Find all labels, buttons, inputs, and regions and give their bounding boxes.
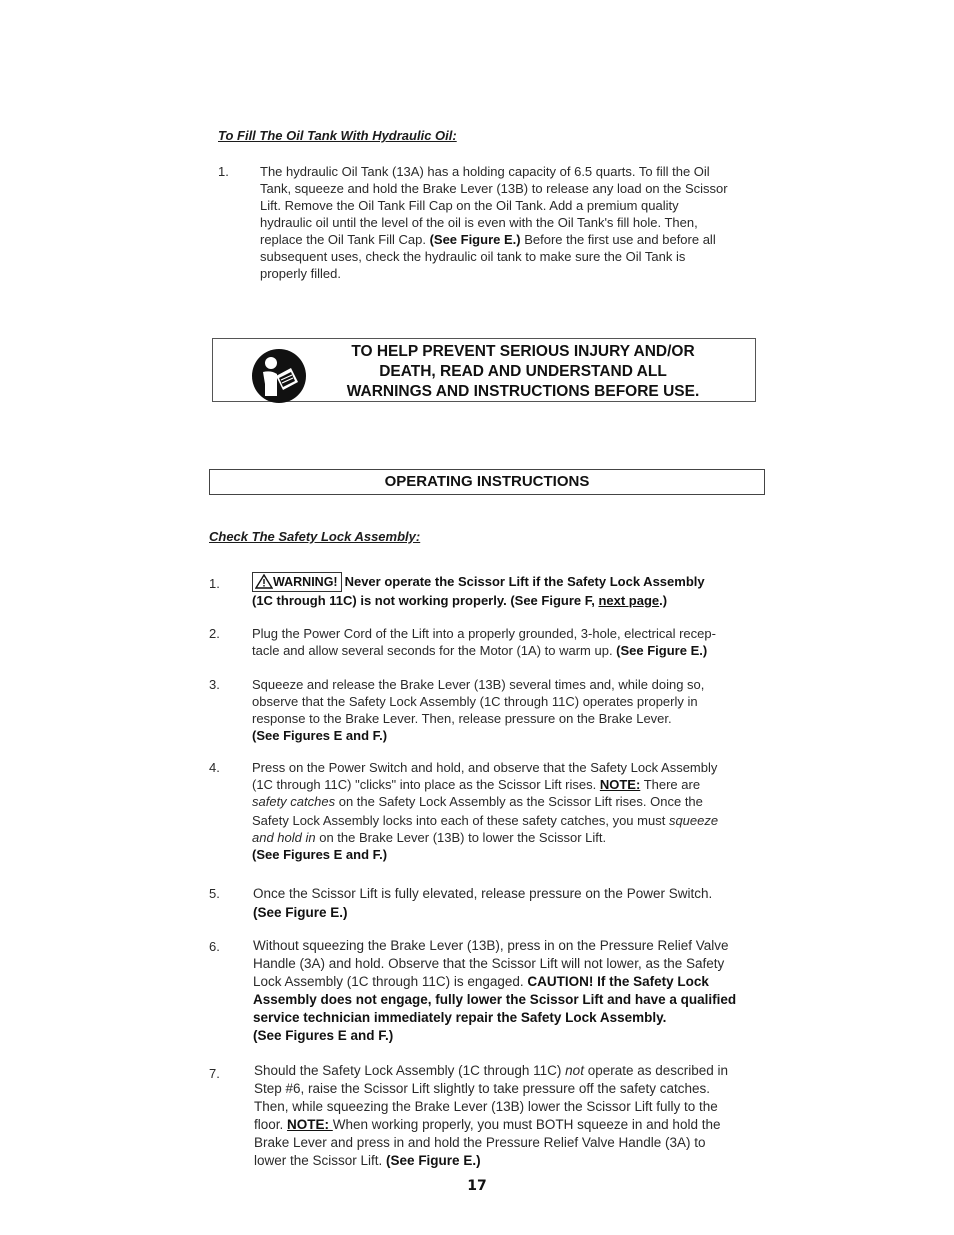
text-line: Handle (3A) and hold. Observe that the Scissor Lift will not lower, as the Safety bbox=[253, 956, 725, 971]
text-line: observe that the Safety Lock Assembly (1C through 11C) operates properly in bbox=[252, 694, 698, 709]
text-line: (See Figures E and F.) bbox=[252, 847, 388, 862]
page-number: 17 bbox=[467, 1178, 487, 1194]
text-line: service technician immediately repair the Safety Lock Assembly. bbox=[253, 1010, 667, 1025]
text-line: subsequent uses, check the hydraulic oil tank to make sure the Oil Tank is bbox=[260, 249, 686, 264]
text-line: Lock Assembly (1C through 11C) is engaged. CAUTION! If the Safety Lock bbox=[253, 974, 709, 989]
step-number: 1. bbox=[209, 576, 220, 591]
text-line: tacle and allow several seconds for the Motor (1A) to warm up. (See Figure E.) bbox=[252, 643, 708, 658]
text-line: replace the Oil Tank Fill Cap. (See Figure E.) Before the first use and before all bbox=[260, 232, 716, 247]
text-line: safety catches on the Safety Lock Assembly as the Scissor Lift rises. Once the bbox=[252, 794, 703, 809]
text-line: floor. NOTE: When working properly, you must BOTH squeeze in and hold the bbox=[254, 1117, 721, 1132]
text-line: Press on the Power Switch and hold, and observe that the Safety Lock Assembly bbox=[252, 760, 718, 775]
text-line: Step #6, raise the Scissor Lift slightly to take pressure off the safety catches. bbox=[254, 1081, 710, 1096]
step-number: 6. bbox=[209, 939, 220, 954]
notice-text bbox=[323, 342, 723, 402]
step-number: 4. bbox=[209, 760, 220, 775]
step-number: 5. bbox=[209, 886, 220, 901]
step-number: 1. bbox=[218, 164, 229, 179]
text-line: WARNING! Never operate the Scissor Lift if the Safety Lock Assembly bbox=[252, 572, 792, 592]
text-line: (1C through 11C) "clicks" into place as the Scissor Lift rises. NOTE: There are bbox=[252, 777, 701, 792]
text-line: (See Figure E.) bbox=[253, 905, 348, 920]
read-manual-icon bbox=[251, 348, 307, 404]
warning-triangle-icon bbox=[255, 574, 273, 589]
notice-line: DEATH, READ AND UNDERSTAND ALL bbox=[379, 363, 667, 380]
notice-line: WARNINGS AND INSTRUCTIONS BEFORE USE. bbox=[346, 383, 700, 400]
text-line: The hydraulic Oil Tank (13A) has a holding capacity of 6.5 quarts. To fill the Oil bbox=[260, 164, 710, 179]
text-line: Then, while squeezing the Brake Lever (13B) lower the Scissor Lift fully to the bbox=[254, 1099, 718, 1114]
text-line: (See Figures E and F.) bbox=[252, 728, 388, 743]
text-line: Once the Scissor Lift is fully elevated, release pressure on the Power Switch. bbox=[253, 886, 713, 901]
step-number: 7. bbox=[209, 1066, 220, 1081]
text-line: Should the Safety Lock Assembly (1C through 11C) not operate as described in bbox=[254, 1063, 729, 1078]
text-line: response to the Brake Lever. Then, release pressure on the Brake Lever. bbox=[252, 711, 672, 726]
operating-instructions-title: OPERATING INSTRUCTIONS bbox=[209, 469, 765, 495]
text-line: and hold in on the Brake Lever (13B) to lower the Scissor Lift. bbox=[252, 830, 607, 845]
text-line: lower the Scissor Lift. (See Figure E.) bbox=[254, 1153, 481, 1168]
text-line: Tank, squeeze and hold the Brake Lever (13B) to release any load on the Scissor bbox=[260, 181, 728, 196]
notice-line: TO HELP PREVENT SERIOUS INJURY AND/OR bbox=[351, 343, 695, 360]
safety-notice-box bbox=[212, 338, 756, 402]
text-line: (See Figures E and F.) bbox=[253, 1028, 394, 1043]
text-line: Safety Lock Assembly locks into each of these safety catches, you must squeeze bbox=[252, 813, 719, 828]
text-line: Brake Lever and press in and hold the Pressure Relief Valve Handle (3A) to bbox=[254, 1135, 706, 1150]
step-number: 2. bbox=[209, 626, 220, 641]
text-line: Plug the Power Cord of the Lift into a properly grounded, 3-hole, electrical recep- bbox=[252, 626, 716, 641]
check-safety-lock-heading: Check The Safety Lock Assembly: bbox=[209, 529, 421, 544]
fill-oil-heading: To Fill The Oil Tank With Hydraulic Oil: bbox=[218, 128, 457, 143]
text-line: (1C through 11C) is not working properly. (See Figure F, next page.) bbox=[252, 593, 668, 608]
warning-badge: WARNING! bbox=[252, 572, 342, 592]
text-line: Without squeezing the Brake Lever (13B), press in on the Pressure Relief Valve bbox=[253, 938, 729, 953]
text-line: hydraulic oil until the level of the oil is even with the Oil Tank's fill hole. Then, bbox=[260, 215, 698, 230]
text-line: Squeeze and release the Brake Lever (13B) several times and, while doing so, bbox=[252, 677, 705, 692]
step-number: 3. bbox=[209, 677, 220, 692]
text-line: Lift. Remove the Oil Tank Fill Cap on the Oil Tank. Add a premium quality bbox=[260, 198, 679, 213]
text-line: Assembly does not engage, fully lower the Scissor Lift and have a qualified bbox=[253, 992, 737, 1007]
text-line: properly filled. bbox=[260, 266, 341, 281]
